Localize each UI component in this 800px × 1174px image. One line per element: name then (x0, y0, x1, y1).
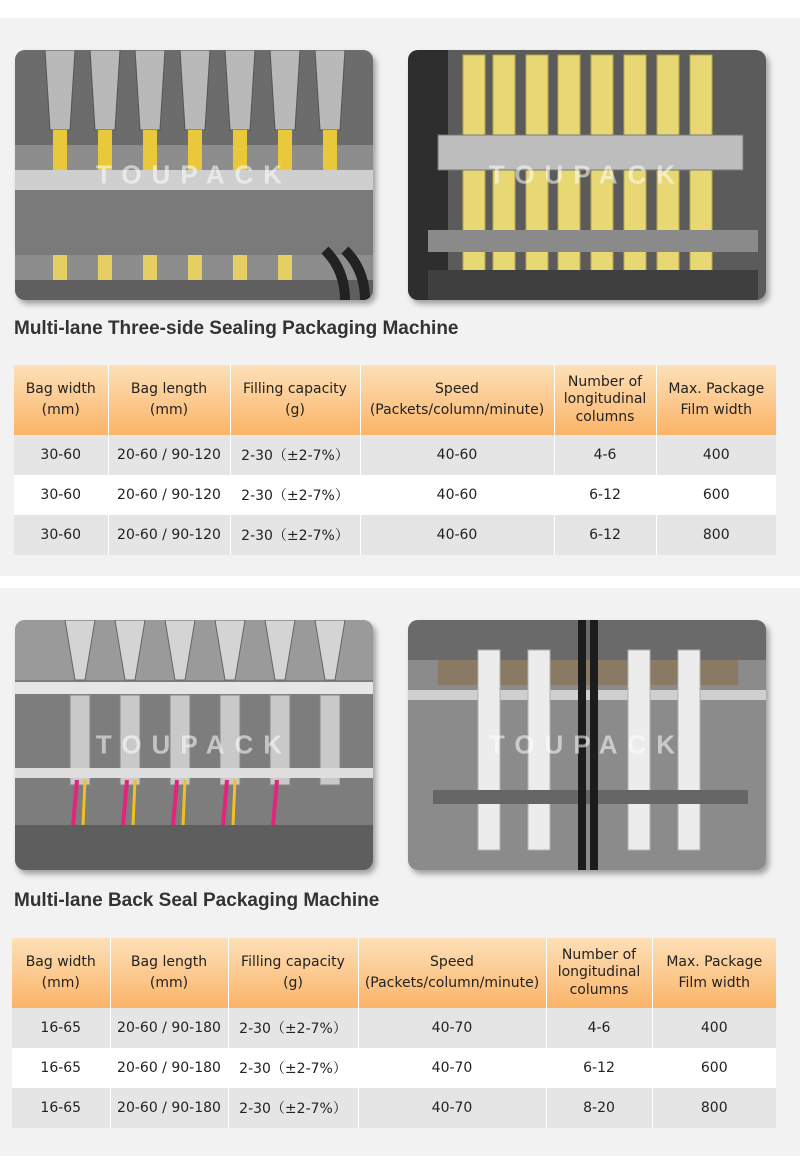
machine-photo-back-seal-tubes (15, 620, 373, 870)
cell-bag-length: 20-60 / 90-120 (108, 435, 230, 475)
cell-columns: 4-6 (554, 435, 656, 475)
machine-photo-three-side-strips (408, 50, 766, 300)
table-header-row (12, 938, 776, 1008)
cell-bag-width: 16-65 (12, 1048, 110, 1088)
cell-filling-capacity: 2-30（±2-7%） (228, 1088, 358, 1128)
cell-film-width: 400 (652, 1008, 776, 1048)
cell-film-width: 800 (652, 1088, 776, 1128)
cell-bag-length: 20-60 / 90-180 (110, 1008, 228, 1048)
header-speed: Speed (Packets/column/minute) (360, 365, 554, 435)
cell-columns: 6-12 (546, 1048, 652, 1088)
cell-speed: 40-60 (360, 515, 554, 555)
cell-film-width: 800 (656, 515, 776, 555)
table-row (14, 435, 776, 475)
cell-film-width: 400 (656, 435, 776, 475)
cell-bag-width: 16-65 (12, 1088, 110, 1128)
cell-bag-width: 30-60 (14, 435, 108, 475)
cell-filling-capacity: 2-30（±2-7%） (230, 435, 360, 475)
spec-table-three-side (14, 365, 776, 555)
cell-filling-capacity: 2-30（±2-7%） (228, 1048, 358, 1088)
header-bag-length: Bag length (mm) (108, 365, 230, 435)
watermark-text: TOUPACK (488, 159, 686, 190)
watermark-text: TOUPACK (95, 729, 293, 760)
machine-photo-three-side-fillers (15, 50, 373, 300)
table-row (12, 1088, 776, 1128)
cell-bag-width: 30-60 (14, 475, 108, 515)
cell-speed: 40-60 (360, 475, 554, 515)
cell-bag-length: 20-60 / 90-180 (110, 1088, 228, 1128)
cell-bag-width: 16-65 (12, 1008, 110, 1048)
section-title-back-seal: Multi-lane Back Seal Packaging Machine (14, 890, 380, 911)
cell-speed: 40-60 (360, 435, 554, 475)
header-bag-length: Bag length (mm) (110, 938, 228, 1008)
table-row (14, 515, 776, 555)
cell-film-width: 600 (656, 475, 776, 515)
cell-bag-width: 30-60 (14, 515, 108, 555)
cell-speed: 40-70 (358, 1088, 546, 1128)
table-row (14, 475, 776, 515)
header-film-width: Max. Package Film width (652, 938, 776, 1008)
cell-filling-capacity: 2-30（±2-7%） (228, 1008, 358, 1048)
table-row (12, 1048, 776, 1088)
header-film-width: Max. Package Film width (656, 365, 776, 435)
header-columns: Number of longitudinal columns (554, 365, 656, 435)
header-speed: Speed (Packets/column/minute) (358, 938, 546, 1008)
cell-film-width: 600 (652, 1048, 776, 1088)
header-filling-capacity: Filling capacity (g) (230, 365, 360, 435)
section-title-three-side: Multi-lane Three-side Sealing Packaging Machine (14, 318, 459, 339)
watermark-text: TOUPACK (488, 729, 686, 760)
cell-filling-capacity: 2-30（±2-7%） (230, 515, 360, 555)
cell-bag-length: 20-60 / 90-180 (110, 1048, 228, 1088)
cell-columns: 8-20 (546, 1088, 652, 1128)
header-columns: Number of longitudinal columns (546, 938, 652, 1008)
cell-bag-length: 20-60 / 90-120 (108, 475, 230, 515)
header-bag-width: Bag width (mm) (14, 365, 108, 435)
cell-columns: 6-12 (554, 515, 656, 555)
cell-speed: 40-70 (358, 1048, 546, 1088)
cell-columns: 4-6 (546, 1008, 652, 1048)
cell-filling-capacity: 2-30（±2-7%） (230, 475, 360, 515)
spec-table-back-seal (12, 938, 776, 1128)
table-header-row (14, 365, 776, 435)
cell-bag-length: 20-60 / 90-120 (108, 515, 230, 555)
header-filling-capacity: Filling capacity (g) (228, 938, 358, 1008)
table-row (12, 1008, 776, 1048)
header-bag-width: Bag width (mm) (12, 938, 110, 1008)
cell-speed: 40-70 (358, 1008, 546, 1048)
watermark-text: TOUPACK (95, 159, 293, 190)
cell-columns: 6-12 (554, 475, 656, 515)
machine-photo-back-seal-sachets (408, 620, 766, 870)
